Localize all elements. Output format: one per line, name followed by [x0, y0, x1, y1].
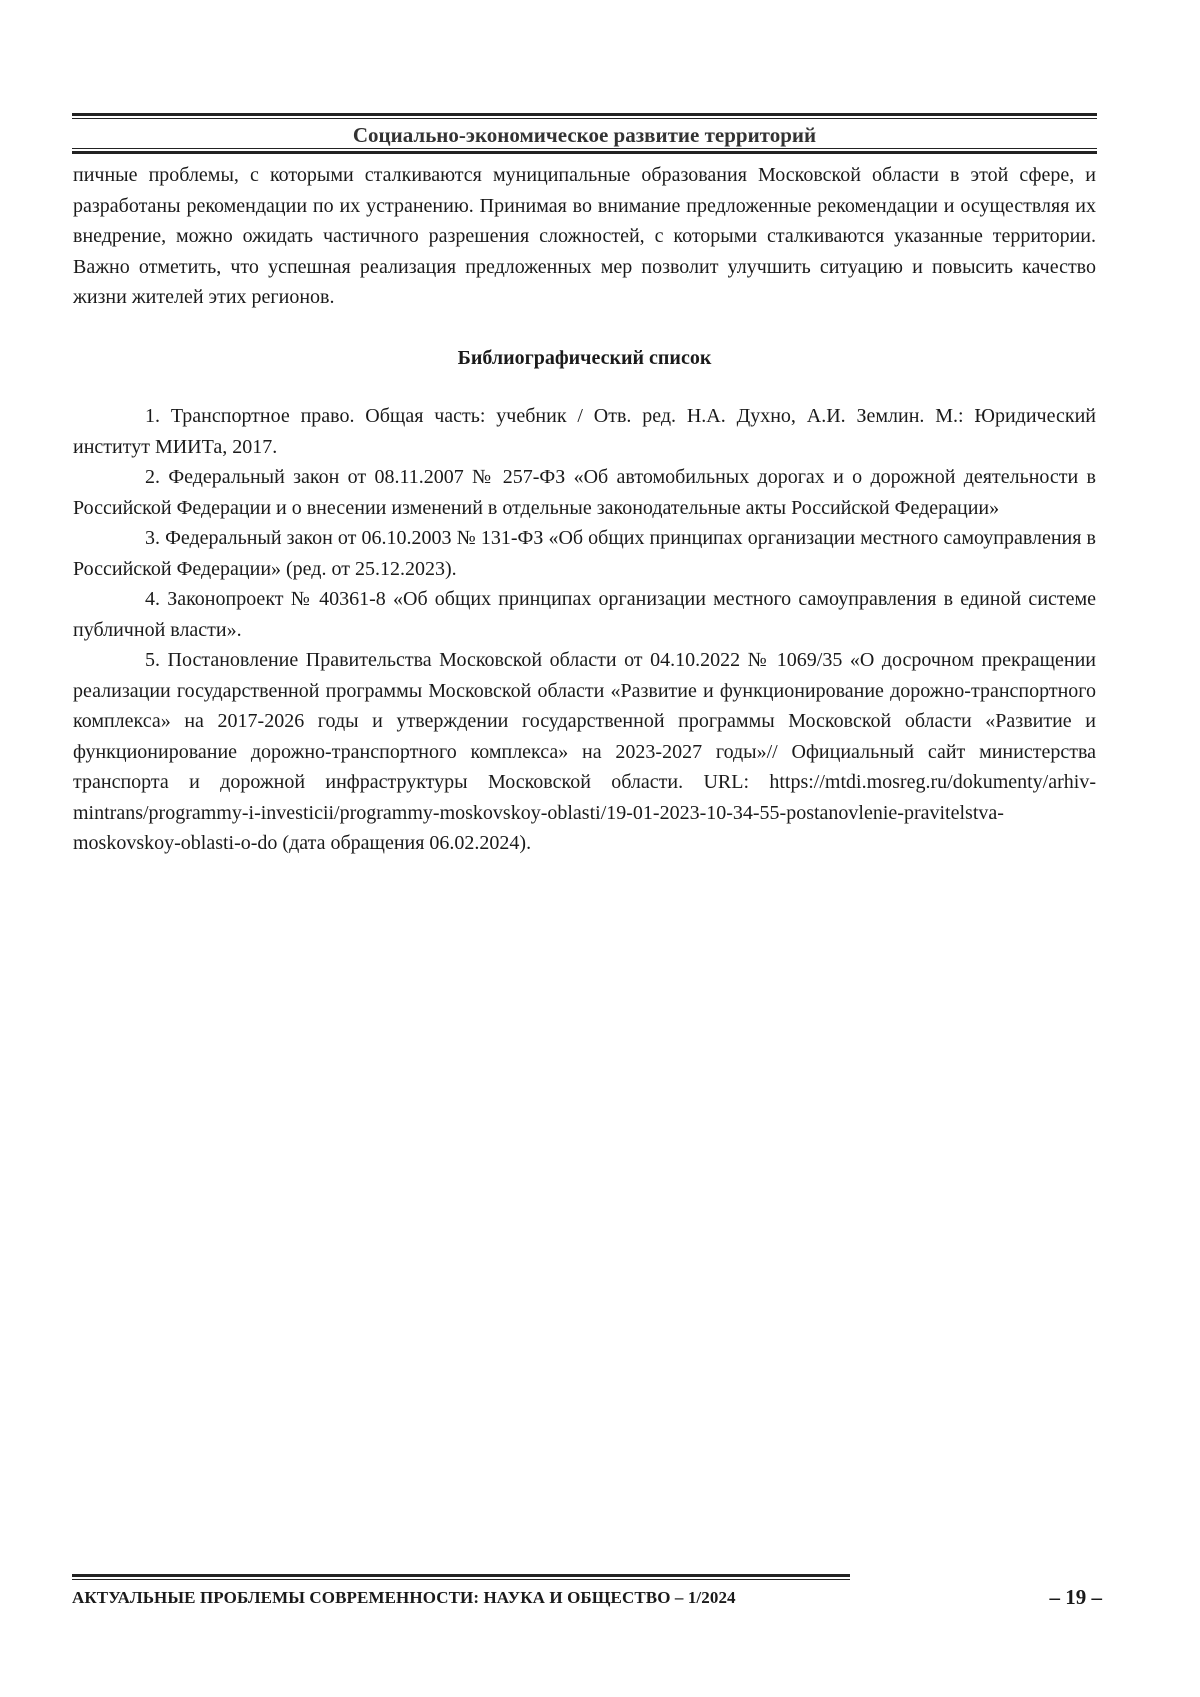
body-paragraph: пичные проблемы, с которыми сталкиваются муниципальные образования Московской области в этой сфере, и разработаны рекомендации по их устранению. Принимая во внимание предложенные рекомендации и осуществляя их внедрение, можно ожидать частичного разрешения сложностей, с которыми сталкиваются указанные территории. Важно отметить, что успешная реализация предложенных мер позволит улучшить ситуацию и повысить качество жизни жителей этих регионов.	[73, 164, 1096, 308]
header-rule-top	[72, 113, 1097, 116]
header-rule-bottom	[72, 151, 1097, 154]
header-title: Социально-экономическое развитие территорий	[352, 123, 817, 147]
footer-rule-thick	[72, 1574, 850, 1577]
bibliography-item: 5. Постановление Правительства Московской области от 04.10.2022 № 1069/35 «О досрочном прекращении реализации государственной программы Московской области «Развитие и функционирование дорожно-транспортного комплекса» на 2017-2026 годы и утверждении государственной программы Московской области «Развитие и функционирование дорожно-транспортного комплекса» на 2023-2027 годы»// Официальный сайт министерства транспорта и дорожной инфраструктуры Московской области. URL: https://mtdi.mosreg.ru/dokumenty/arhiv-mintrans/programmy-i-investicii/programmy-moskovskoy-oblasti/19-01-2023-10-34-55-postanovlenie-pravitelstva-moskovskoy-oblasti-o-do (дата обращения 06.02.2024).	[73, 649, 1096, 854]
bibliography-item: 2. Федеральный закон от 08.11.2007 № 257-ФЗ «Об автомобильных дорогах и о дорожной деятельности в Российской Федерации и о внесении изменений в отдельные законодательные акты Российской Федерации»	[73, 466, 1096, 519]
bibliography-item: 4. Законопроект № 40361-8 «Об общих принципах организации местного самоуправления в единой системе публичной власти».	[73, 588, 1096, 641]
page-number: – 19 –	[1049, 1585, 1102, 1609]
footer-rule-thin	[72, 1579, 850, 1580]
header-rule-bottom-thin	[72, 148, 1097, 149]
page-content	[73, 160, 1096, 859]
running-footer	[72, 1574, 1102, 1614]
footer-journal-title: АКТУАЛЬНЫЕ ПРОБЛЕМЫ СОВРЕМЕННОСТИ: НАУКА И ОБЩЕСТВО – 1/2024	[72, 1588, 736, 1607]
bibliography-item: 1. Транспортное право. Общая часть: учебник / Отв. ред. Н.А. Духно, А.И. Землин. М.: Юридический институт МИИТа, 2017.	[73, 405, 1096, 458]
running-header	[72, 113, 1097, 154]
bibliography-item: 3. Федеральный закон от 06.10.2003 № 131-ФЗ «Об общих принципах организации местного самоуправления в Российской Федерации» (ред. от 25.12.2023).	[73, 527, 1096, 580]
bibliography-title: Библиографический список	[457, 346, 712, 369]
footer-rules	[72, 1574, 850, 1580]
